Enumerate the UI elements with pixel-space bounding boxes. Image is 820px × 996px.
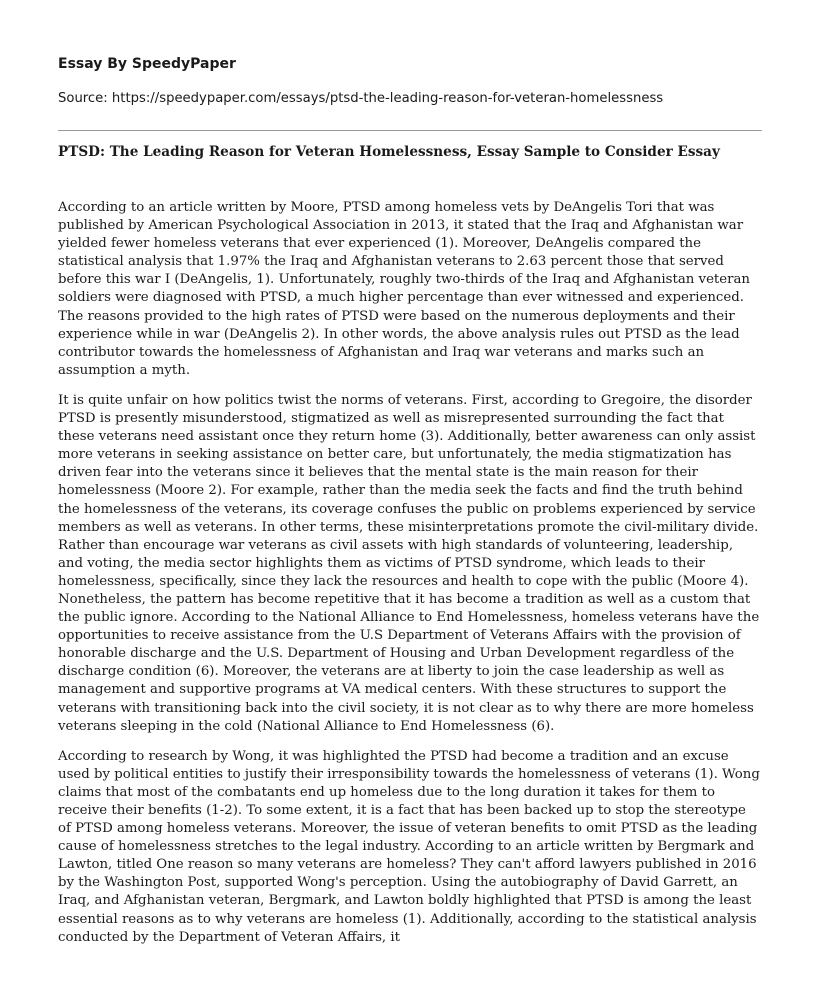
divider	[58, 130, 762, 131]
paragraph-1: According to an article written by Moore, PTSD among homeless vets by DeAngelis Tori that was published by American Psychological Association in 2013, it stated that the Iraq and Afghanistan war yielded fewer homeless veterans that ever experienced (1). Moreover, DeAngelis compared the statistical analysis that 1.97% the Iraq and Afghanistan veterans to 2.63 percent those that served before this war I (DeAngelis, 1). Unfortunately, roughly two-thirds of the Iraq and Afghanistan veteran soldiers were diagnosed with PTSD, a much higher percentage than ever witnessed and experienced. The reasons provided to the high rates of PTSD were based on the numerous deployments and their experience while in war (DeAngelis 2). In other words, the above analysis rules out PTSD as the lead contributor towards the homelessness of Afghanistan and Iraq war veterans and marks such an assumption a myth.	[58, 200, 750, 378]
paragraph-3: According to research by Wong, it was highlighted the PTSD had become a tradition and an excuse used by political entities to justify their irresponsibility towards the homelessness of veterans (1). Wong claims that most of the combatants end up homeless due to the long duration it takes for them to receive their benefits (1-2). To some extent, it is a fact that has been backed up to stop the stereotype of PTSD among homeless veterans. Moreover, the issue of veteran benefits to omit PTSD as the leading cause of homelessness stretches to the legal industry. According to an article written by Bergmark and Lawton, titled One reason so many veterans are homeless? They can't afford lawyers published in 2016 by the Washington Post, supported Wong's perception. Using the autobiography of David Garrett, an Iraq, and Afghanistan veteran, Bergmark, and Lawton boldly highlighted that PTSD is among the least essential reasons as to why veterans are homeless (1). Additionally, according to the statistical analysis conducted by the Department of Veteran Affairs, it	[58, 748, 760, 945]
paragraph-2: It is quite unfair on how politics twist the norms of veterans. First, according to Gregoire, the disorder PTSD is presently misunderstood, stigmatized as well as misrepresented surrounding the fact that these veterans need assistant once they return home (3). Additionally, better awareness can only assist more veterans in seeking assistance on better care, but unfortunately, the media stigmatization has driven fear into the veterans since it believes that the mental state is the main reason for their homelessness (Moore 2). For example, rather than the media seek the facts and find the truth behind the homelessness of the veterans, its coverage confuses the public on problems experienced by service members as well as veterans. In other terms, these misinterpretations promote the civil-military divide. Rather than encourage war veterans as civil assets with high standards of volunteering, leadership, and voting, the media sector highlights them as victims of PTSD syndrome, which leads to their homelessness, specifically, since they lack the resources and health to cope with the public (Moore 4). Nonetheless, the pattern has become repetitive that it has become a tradition as well as a custom that the public ignore. According to the National Alliance to End Homelessness, homeless veterans have the opportunities to receive assistance from the U.S Department of Veterans Affairs with the provision of honorable discharge and the U.S. Department of Housing and Urban Development regardless of the discharge condition (6). Moreover, the veterans are at liberty to join the case leadership as well as management and supportive programs at VA medical centers. With these structures to support the veterans with transitioning back into the civil society, it is not clear as to why there are more homeless veterans sleeping in the cold (National Alliance to End Homelessness (6).	[58, 392, 760, 734]
essay-body	[58, 199, 762, 947]
source-line: Source: https://speedypaper.com/essays/ptsd-the-leading-reason-for-veteran-homelessness	[58, 91, 664, 106]
page-content	[58, 0, 762, 959]
brand-heading: Essay By SpeedyPaper	[58, 56, 236, 72]
essay-title: PTSD: The Leading Reason for Veteran Homelessness, Essay Sample to Consider Essay	[58, 144, 720, 160]
